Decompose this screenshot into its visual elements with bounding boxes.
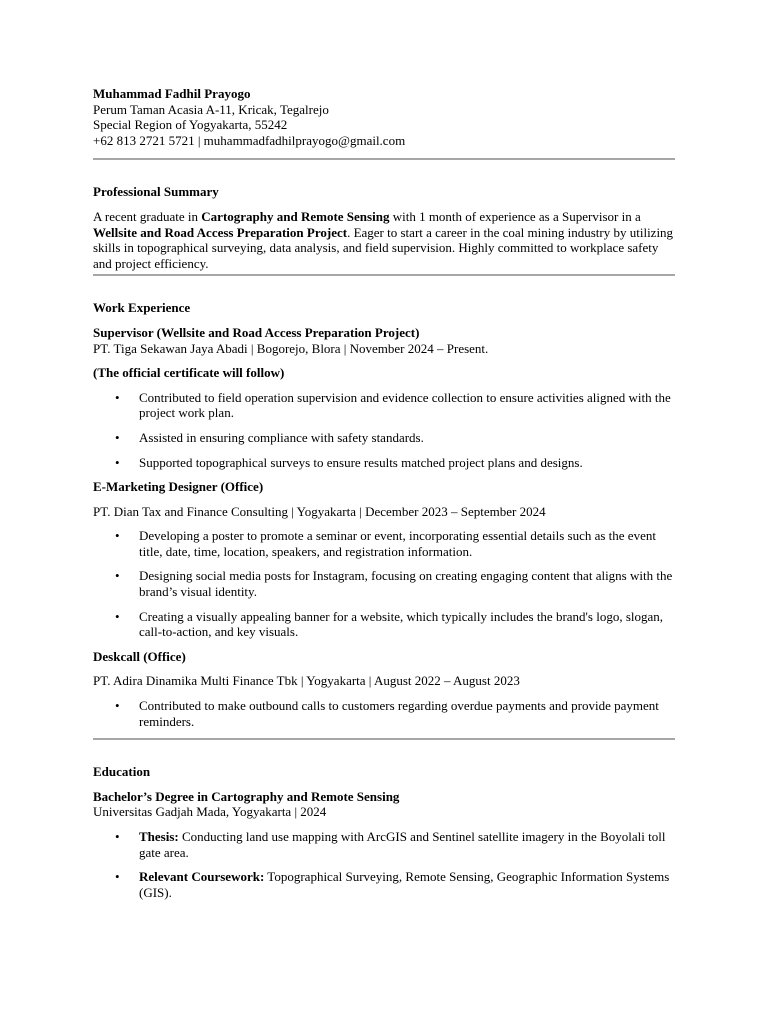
job-duties-list [93, 390, 675, 470]
education-heading: Education [93, 764, 151, 780]
contact-header [93, 86, 675, 148]
address-line-1: Perum Taman Acasia A-11, Kricak, Tegalrejo [93, 101, 329, 117]
job-role: E-Marketing Designer (Office) [93, 479, 264, 495]
list-item: • Designing social media posts for Instagram, focusing on creating engaging content that aligns with the brand’s visual identity. [93, 568, 675, 599]
summary-project-highlight: Wellsite and Road Access Preparation Project [93, 224, 348, 240]
job-note: (The official certificate will follow) [93, 365, 285, 381]
education-section [93, 764, 675, 900]
contact-line: +62 813 2721 5721 | muhammadfadhilprayogo@gmail.com [93, 132, 406, 148]
school-line: Universitas Gadjah Mada, Yogyakarta | 2024 [93, 804, 327, 820]
address-line-2: Special Region of Yogyakarta, 55242 [93, 117, 288, 133]
summary-text-3: . Eager to start a career in the coal mining industry by utilizing skills in topographical surveying, data analysis, and field supervision. Highly committed to workplace safety and project efficiency. [93, 224, 674, 271]
candidate-name: Muhammad Fadhil Prayogo [93, 86, 251, 101]
job-entry [93, 325, 675, 470]
list-item [93, 869, 675, 900]
summary-section [93, 184, 675, 271]
work-heading: Work Experience [93, 300, 191, 316]
coursework-text: Topographical Surveying, Remote Sensing, Geographic Information Systems (GIS). [139, 869, 670, 900]
summary-text-2: with 1 month of experience as a Supervisor in a [389, 208, 641, 224]
coursework-label: Relevant Coursework: [139, 869, 265, 885]
thesis-text: Conducting land use mapping with ArcGIS and Sentinel satellite imagery in the Boyolali toll gate area. [139, 829, 666, 860]
thesis-label: Thesis: [139, 829, 179, 844]
job-entry [93, 479, 675, 640]
education-details-list [93, 829, 675, 900]
job-company: PT. Tiga Sekawan Jaya Abadi | Bogorejo, Blora | November 2024 – Present. [93, 340, 489, 356]
resume-page [93, 86, 675, 909]
job-entry [93, 649, 675, 729]
job-duties-list [93, 698, 675, 729]
job-duties-list [93, 528, 675, 640]
degree-title: Bachelor’s Degree in Cartography and Remote Sensing [93, 788, 400, 804]
work-experience-section [93, 300, 675, 729]
summary-field-highlight: Cartography and Remote Sensing [201, 208, 390, 224]
summary-text-1: A recent graduate in [93, 208, 202, 224]
job-role: Supervisor (Wellsite and Road Access Preparation Project) [93, 324, 420, 340]
list-item: • Creating a visually appealing banner for a website, which typically includes the brand's logo, slogan, call-to-action, and key visuals. [93, 609, 675, 640]
summary-paragraph [93, 209, 675, 271]
list-item: • Developing a poster to promote a seminar or event, incorporating essential details such as the event title, date, time, location, speakers, and registration information. [93, 528, 675, 559]
list-item: • Contributed to make outbound calls to customers regarding overdue payments and provide payment reminders. [93, 698, 675, 729]
job-company: PT. Dian Tax and Finance Consulting | Yogyakarta | December 2023 – September 2024 [93, 503, 546, 519]
list-item: • Assisted in ensuring compliance with safety standards. [93, 430, 675, 446]
job-company: PT. Adira Dinamika Multi Finance Tbk | Yogyakarta | August 2022 – August 2023 [93, 673, 520, 689]
list-item [93, 829, 675, 860]
list-item: • Contributed to field operation supervision and evidence collection to ensure activities aligned with the project work plan. [93, 390, 675, 421]
summary-heading: Professional Summary [93, 184, 219, 200]
job-role: Deskcall (Office) [93, 648, 186, 664]
list-item: • Supported topographical surveys to ensure results matched project plans and designs. [93, 455, 675, 471]
